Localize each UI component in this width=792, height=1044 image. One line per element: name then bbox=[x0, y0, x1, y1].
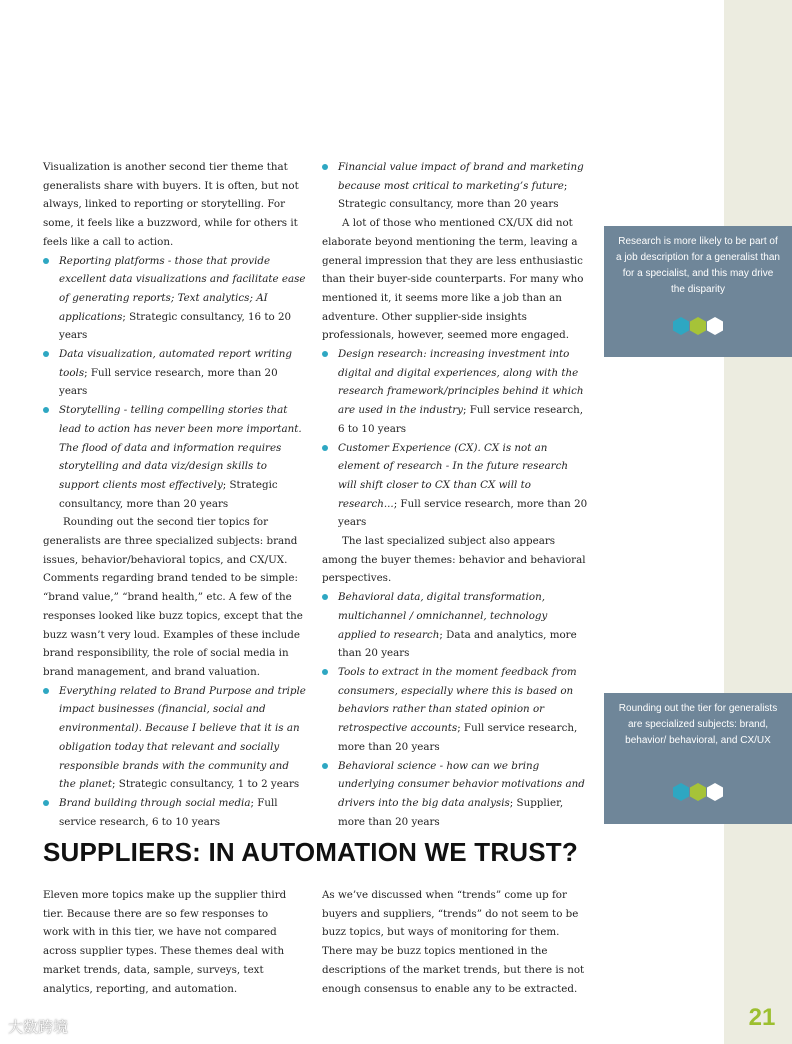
list-item bbox=[322, 439, 588, 533]
quote-source: ; Strategic consultancy, 16 to 20 years bbox=[59, 310, 292, 342]
list-item bbox=[322, 663, 588, 757]
paragraph: Visualization is another second tier theme that generalists share with buyers. It is often, but not always, linked to reporting or storytelling. For some, it feels like a buzzword, while for others it feels like a call to action. bbox=[43, 161, 299, 248]
list-item bbox=[43, 345, 308, 401]
column-3 bbox=[43, 886, 293, 998]
hexagon-icon bbox=[707, 783, 723, 801]
callout-text: Rounding out the tier for generalists are specialized subjects: brand, behavior/ behavioral, and CX/UX bbox=[618, 703, 778, 746]
paragraph: Rounding out the second tier topics for generalists are three specialized subjects: brand issues, behavior/behavioral topics, and CX/UX. Comments regarding brand tended to be simple: “brand value,” “brand health,” etc. A few of the responses looked like buzz topics, except that the buzz wasn’t very loud. Examples of these include brand responsibility, the role of social media in brand management, and brand valuation. bbox=[43, 516, 303, 678]
quote-source: ; Data and analytics, more than 20 years bbox=[338, 628, 577, 660]
quote-source: ; Strategic consultancy, more than 20 years bbox=[59, 478, 278, 510]
list-item bbox=[43, 252, 308, 346]
quote-text: Tools to extract in the moment feedback from consumers, especially where this is based on behaviors rather than stated opinion or retrospective accounts bbox=[338, 665, 577, 735]
paragraph: A lot of those who mentioned CX/UX did not elaborate beyond mentioning the term, leaving a general impression that they are less enthusiastic than their buyer-side counterparts. For many who mentioned it, it seems more like a job than an adventure. Other supplier-side insights professionals, however, seemed more engaged. bbox=[322, 217, 584, 342]
page-number: 21 bbox=[748, 1004, 776, 1031]
column-1 bbox=[43, 158, 308, 831]
list-item bbox=[322, 158, 588, 214]
quote-text: Data visualization, automated report writing tools bbox=[59, 348, 292, 379]
quote-text: Brand building through social media bbox=[59, 796, 251, 809]
hexagon-trio-icon bbox=[604, 317, 792, 335]
quote-source: ; Full service research, more than 20 years bbox=[59, 366, 278, 398]
quote-source: ; Full service research, 6 to 10 years bbox=[338, 404, 584, 435]
hexagon-icon bbox=[690, 317, 706, 335]
paragraph: Eleven more topics make up the supplier third tier. Because there are so few responses to work with in this tier, we have not compared across supplier types. These themes deal with market trends, data, sample, surveys, text analytics, reporting, and automation. bbox=[43, 889, 287, 995]
quote-source: ; Full service research, 6 to 10 years bbox=[59, 796, 278, 828]
hexagon-icon bbox=[673, 317, 689, 335]
list-item bbox=[322, 588, 588, 663]
pull-quote-callout bbox=[604, 693, 792, 824]
list-item bbox=[43, 794, 308, 831]
side-strip bbox=[724, 0, 792, 1044]
pull-quote-callout bbox=[604, 226, 792, 357]
quote-text: Storytelling - telling compelling stories that lead to action has never been more important. The flood of data and information requires storytelling and data viz/design skills to support clients most effectively bbox=[59, 404, 302, 491]
quote-list bbox=[322, 345, 588, 532]
paragraph: As we’ve discussed when “trends” come up for buyers and suppliers, “trends” do not seem to be buzz topics, but ways of monitoring for them. There may be buzz topics mentioned in the descriptions of the market trends, but there is not enough consensus to enable any to be extracted. bbox=[322, 889, 585, 995]
watermark: 大数跨境 bbox=[8, 1018, 69, 1036]
quote-text: Behavioral data, digital transformation, multichannel / omnichannel, technology applied to research bbox=[338, 591, 548, 641]
quote-source: ; Full service research, more than 20 years bbox=[338, 722, 578, 753]
paragraph: The last specialized subject also appears among the buyer themes: behavior and behavioral perspectives. bbox=[322, 535, 586, 585]
hexagon-icon bbox=[707, 317, 723, 335]
quote-text: Behavioral science - how can we bring underlying consumer behavior motivations and drivers into the big data analysis bbox=[338, 759, 585, 809]
hexagon-icon bbox=[673, 783, 689, 801]
quote-text: Financial value impact of brand and marketing because most critical to marketing’s future bbox=[338, 161, 584, 192]
quote-source: ; Supplier, more than 20 years bbox=[338, 796, 564, 828]
quote-list bbox=[43, 682, 308, 832]
section-heading: SUPPLIERS: IN AUTOMATION WE TRUST? bbox=[43, 837, 578, 867]
quote-source: ; Strategic consultancy, 1 to 2 years bbox=[112, 778, 300, 791]
quote-list bbox=[322, 158, 588, 214]
quote-text: Reporting platforms - those that provide excellent data visualizations and facilitate ease of generating reports; Text analytics; AI applications bbox=[59, 254, 306, 323]
quote-text: Design research: increasing investment into digital and digital experiences, along with the research framework/principles behind it which are used in the industry bbox=[338, 348, 584, 417]
quote-text: Customer Experience (CX). CX is not an element of research - In the future research will shift closer to CX than CX will to research... bbox=[338, 441, 569, 510]
quote-source: ; Strategic consultancy, more than 20 years bbox=[338, 179, 568, 211]
column-4 bbox=[322, 886, 590, 998]
list-item bbox=[43, 682, 308, 794]
list-item bbox=[322, 757, 588, 832]
list-item bbox=[43, 401, 308, 513]
hexagon-trio-icon bbox=[604, 783, 792, 801]
list-item bbox=[322, 345, 588, 439]
quote-list bbox=[43, 252, 308, 514]
quote-text: Everything related to Brand Purpose and triple impact businesses (financial, social and environmental). Because I believe that it is an obligation today that relevant and socially responsible brands with the community and the planet bbox=[59, 684, 306, 791]
quote-source: ; Full service research, more than 20 years bbox=[338, 497, 588, 529]
quote-list bbox=[322, 588, 588, 831]
hexagon-icon bbox=[690, 783, 706, 801]
callout-text: Research is more likely to be part of a job description for a generalist than for a specialist, and this may drive the disparity bbox=[616, 236, 780, 295]
column-2 bbox=[322, 158, 588, 831]
